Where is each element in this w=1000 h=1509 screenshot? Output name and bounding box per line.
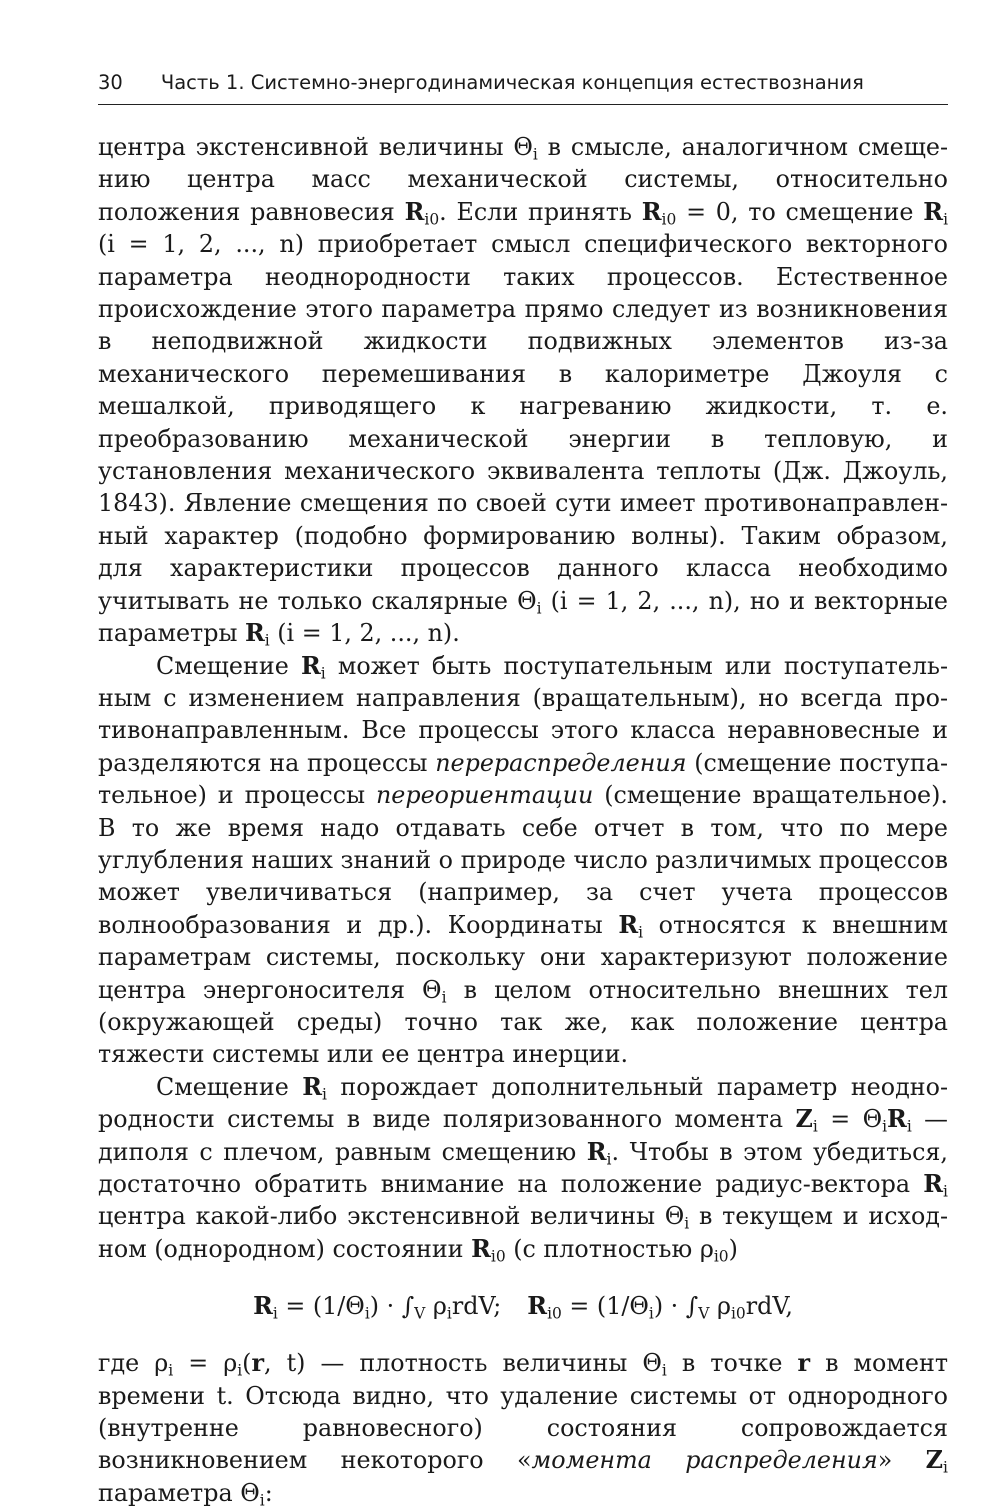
paragraph-3: Смещение $R_i$ порождает дополнительный параметр неоднородности системы в виде поляризованного момента $Z_i = \Theta_iR_i$ — диполя с плечом, равным смещению $R_i$. Чтобы в этом убедиться, достаточно обратить внимание на положение радиус-вектора $R_i$ центра какой-либо экстенсивной величины $\Theta_i$ в текущем и исходном (однородном) состоянии $R_{i0}$ (с плотностью $\rho_{i0}$) — [98, 1072, 949, 1266]
display-formula: $R_i = (1/\Theta_i) \cdot \int_V$ $\rho_irdV$; $R_{i0} = (1/\Theta_i) \cdot \int_V$ $\rho_{i0}rdV$, — [253, 1292, 793, 1323]
running-header — [98, 70, 948, 105]
paragraph-1: центра экстенсивной величины $\Theta_i$ в смысле, аналогичном смещению центра масс механической системы, относительно положения равновесия $R_{i0}$. Если принять $R_{i0} = 0$, то смещение $R_i$ (i = 1, 2, ..., n) приобретает смысл специфического векторного параметра неоднородности таких процессов. Естественное происхождение этого параметра прямо следует из возникновения в неподвижной жидкости подвижных элементов из-за механического перемешивания в калориметре Джоуля с мешалкой, приводящего к нагреванию жидкости, т. е. преобразованию механической энергии в тепловую, и установления механического эквивалента теплоты (Дж. Джоуль, 1843). Явление смещения по своей сути имеет противонаправленный характер (подобно формированию волны). Таким образом, для характеристики процессов данного класса необходимо учитывать не только скалярные $\Theta_i$ (i = 1, 2, ..., n), но и векторные параметры $R_i$ (i = 1, 2, ..., n). — [98, 133, 949, 650]
term-distribution-moment: момента распределения — [531, 1446, 878, 1475]
term-redistribution: перераспределения — [435, 748, 687, 777]
page-number: 30 — [98, 71, 123, 94]
running-title: Часть 1. Системно-энергодинамическая концепция естествознания — [160, 71, 864, 94]
term-reorientation: переориентации — [375, 781, 594, 810]
paragraph-2: Смещение $R_i$ может быть поступательным или поступательным с изменением направления (вращательным), но всегда противонаправленным. Все процессы этого класса неравновесные и разделяются на процессы перераспределения (смещение поступательное) и процессы переориентации (смещение вращательное). В то же время надо отдавать себе отчет в том, что по мере углубления наших знаний о природе число различимых процессов может увеличиваться (например, за счет учета процессов волнообразования и др.). Координаты $R_i$ относятся к внешним параметрам системы, поскольку они характеризуют положение центра энергоносителя $\Theta_i$ в целом относительно внешних тел (окружающей среды) точно так же, как положение центра тяжести системы или ее центра инерции. — [98, 651, 948, 1069]
body-text — [98, 131, 948, 1509]
paragraph-4: где $\rho_i = \rho_i(r$, t) — плотность величины $\Theta_i$ в точке r в момент времени t. Отсюда видно, что удаление системы от однородного (внутренне равновесного) состояния сопровождается возникновением некоторого «момента распределения» $Z_i$ параметра $\Theta_i$: — [98, 1349, 949, 1509]
